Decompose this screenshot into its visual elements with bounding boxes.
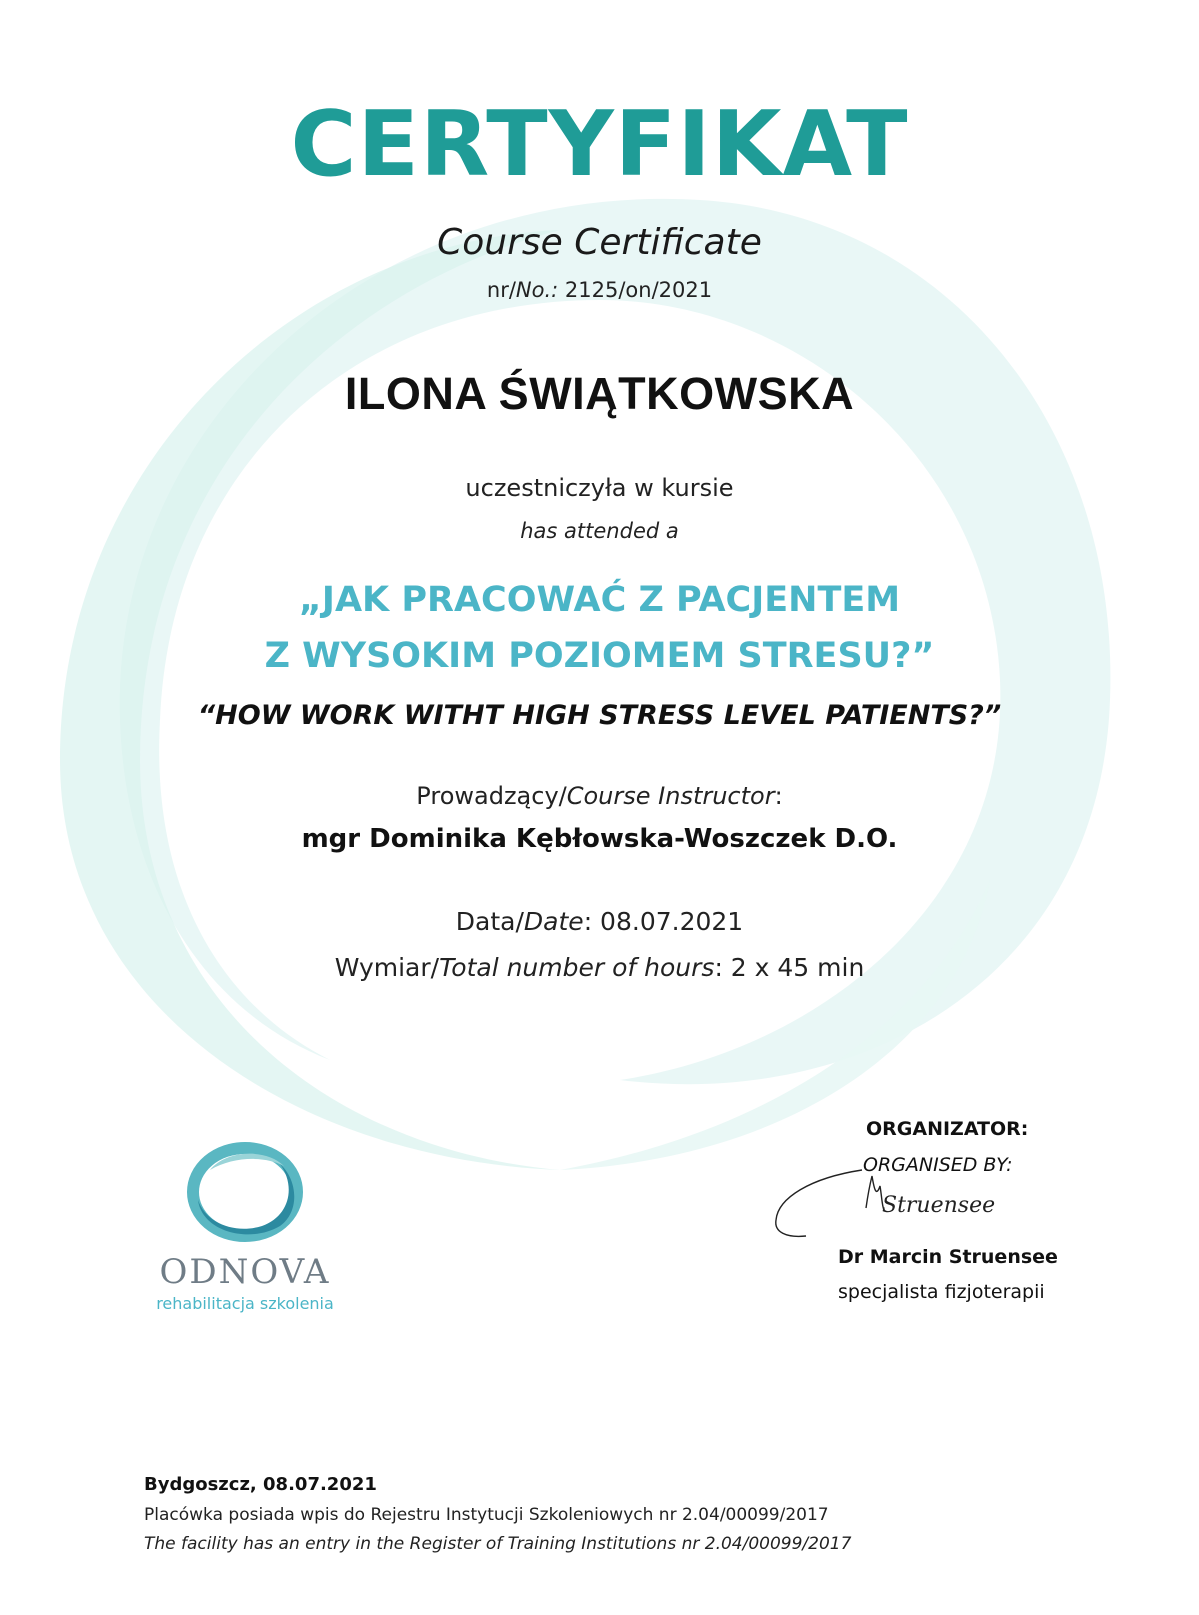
hours-label-pl: Wymiar/ [334,953,440,982]
organizer-role: specjalista fizjoterapii [838,1281,1045,1303]
logo-name: ODNOVA [159,1252,331,1292]
instructor-name: mgr Dominika Kębłowska-Woszczek D.O. [301,824,898,854]
course-title-en: “HOW WORK WITHT HIGH STRESS LEVEL PATIENTS?” [197,700,1002,731]
instructor-label-pl: Prowadzący/ [416,782,567,810]
certificate-subtitle: Course Certificate [437,222,762,263]
hours-value: : 2 x 45 min [714,953,865,982]
course-title-pl-line2: Z WYSOKIM POZIOMEM STRESU?” [264,636,935,676]
course-title-pl-line1: „JAK PRACOWAĆ Z PACJENTEM [298,580,901,620]
date-line [0,907,1199,936]
attended-text-en: has attended a [520,519,679,543]
odnova-logo [140,1140,350,1313]
date-label-en: Date [523,907,584,936]
footer-place-date: Bydgoszcz, 08.07.2021 [144,1474,377,1495]
organizer-label-pl: ORGANIZATOR: [866,1118,1029,1140]
signature [770,1168,1010,1248]
certificate-title: CERTYFIKAT [290,92,909,197]
svg-text:Struensee: Struensee [882,1193,996,1218]
attended-text-pl: uczestniczyła w kursie [465,474,734,502]
number-value: 2125/on/2021 [558,278,713,302]
footer-register-en: The facility has an entry in the Register of Training Institutions nr 2.04/00099/2017 [144,1534,852,1554]
number-prefix-en: No.: [515,278,559,302]
hours-label-en: Total number of hours [439,953,715,982]
footer [144,1474,1104,1554]
organizer-label-en: ORGANISED BY: [863,1154,1013,1176]
logo-tagline: rehabilitacja szkolenia [156,1294,334,1313]
recipient-name: ILONA ŚWIĄTKOWSKA [344,368,855,419]
certificate-number [0,278,1199,302]
date-value: : 08.07.2021 [583,907,744,936]
footer-register-pl: Placówka posiada wpis do Rejestru Instytucji Szkoleniowych nr 2.04/00099/2017 [144,1505,829,1525]
logo-ring-icon [180,1140,310,1250]
hours-line [0,953,1199,982]
instructor-label-en: Course Instructor [566,782,775,810]
date-label-pl: Data/ [455,907,524,936]
organizer-person: Dr Marcin Struensee [838,1246,1058,1268]
instructor-label [0,782,1199,810]
number-prefix: nr/ [486,278,516,302]
instructor-label-suffix: : [774,782,783,810]
